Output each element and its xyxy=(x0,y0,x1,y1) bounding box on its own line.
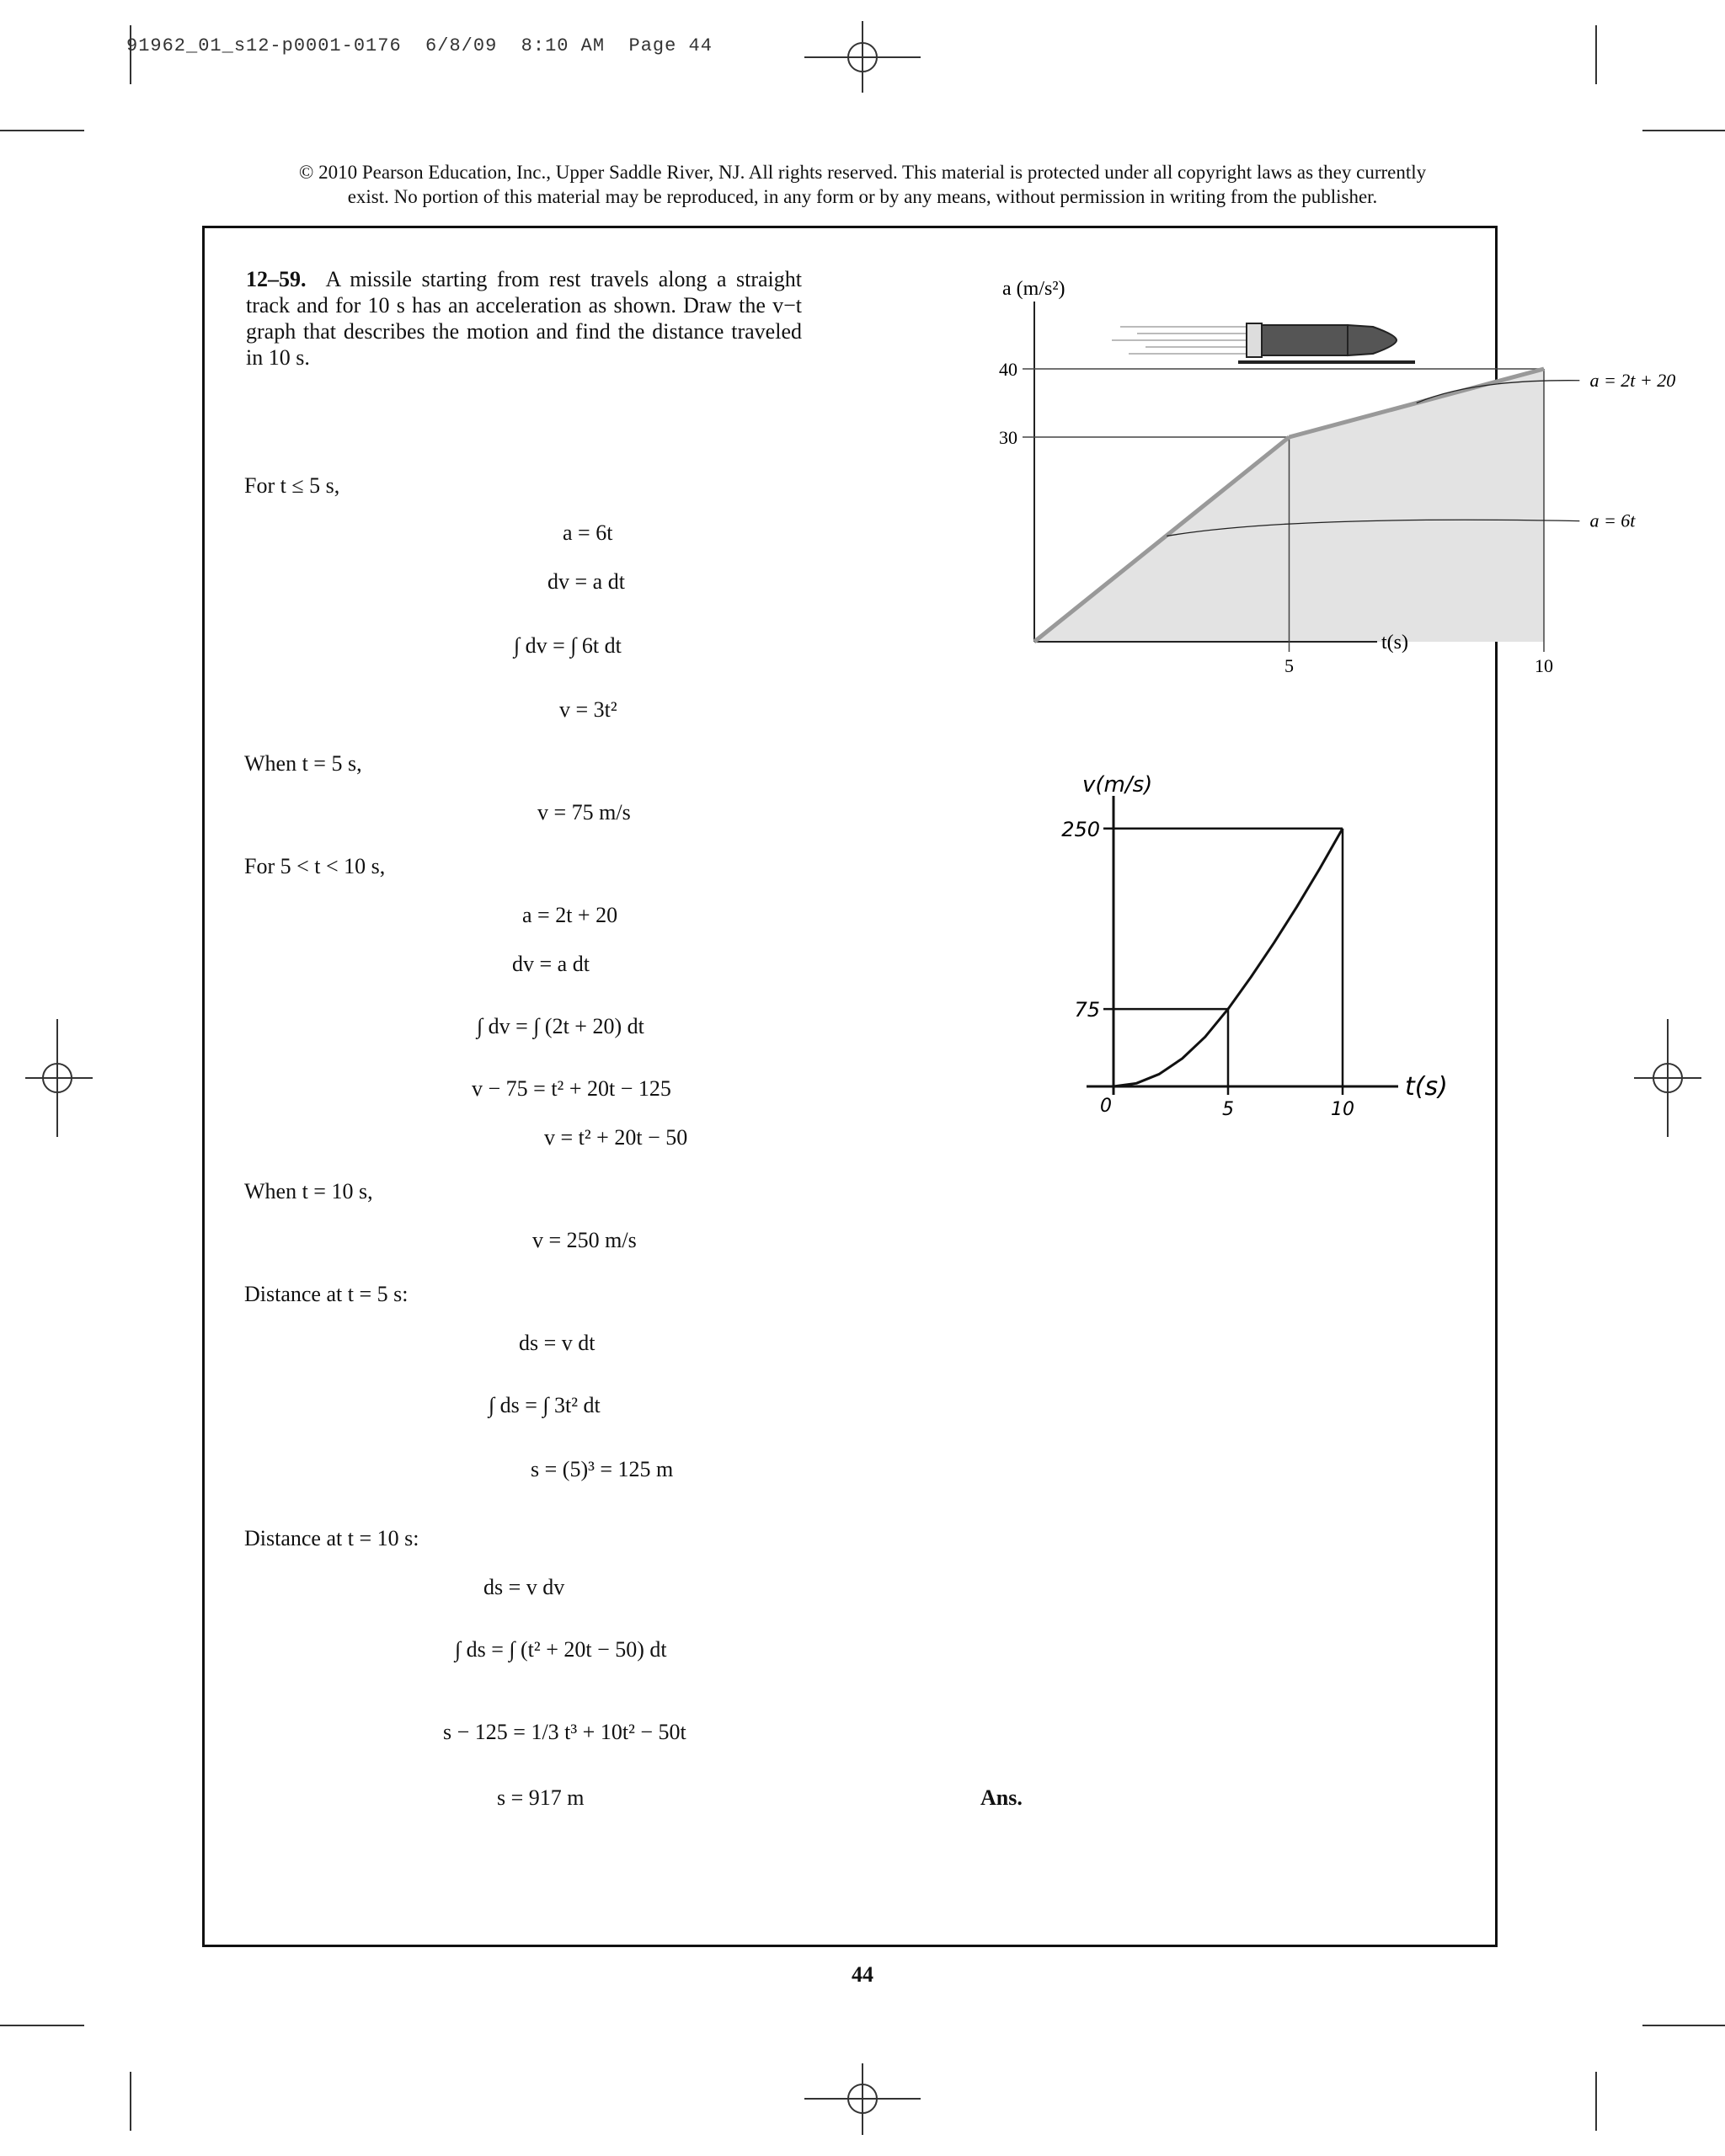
y-axis-label: v(m/s) xyxy=(1082,772,1153,798)
eq-integral-2: ∫ dv = ∫ (2t + 20) dt xyxy=(477,1014,644,1038)
problem-text: A missile starting from rest travels along a straight track and for 10 s has an acceleration as shown. Draw the v−t graph that describes the motion and find the distance traveled in 10 s. xyxy=(246,267,802,370)
x-tick-10: 10 xyxy=(1331,1099,1354,1120)
eq-integral-4: ∫ ds = ∫ (t² + 20t − 50) dt xyxy=(455,1637,667,1662)
distance-t10-label: Distance at t = 10 s: xyxy=(244,1526,419,1550)
eq-v-250: v = 250 m/s xyxy=(532,1228,637,1252)
eq-v-minus-75: v − 75 = t² + 20t − 125 xyxy=(472,1076,671,1101)
x-axis-label: t(s) xyxy=(1405,1072,1448,1102)
y-tick-30: 30 xyxy=(999,427,1017,448)
x-tick-10: 10 xyxy=(1535,655,1553,676)
when-t10-label: When t = 10 s, xyxy=(244,1179,373,1203)
eq-integral-1: ∫ dv = ∫ 6t dt xyxy=(514,633,622,658)
eq-a-2t-20: a = 2t + 20 xyxy=(522,903,618,927)
x-tick-5: 5 xyxy=(1284,655,1294,676)
y-tick-75: 75 xyxy=(1074,998,1100,1022)
eq-integral-3: ∫ ds = ∫ 3t² dt xyxy=(489,1393,601,1417)
eq-v-t2-20t-50: v = t² + 20t − 50 xyxy=(544,1125,688,1150)
copyright-notice xyxy=(0,160,1725,209)
annotation-1: a = 2t + 20 xyxy=(1589,369,1676,391)
eq-a-6t: a = 6t xyxy=(563,520,613,545)
printer-slug: 91962_01_s12-p0001-0176 6/8/09 8:10 AM Page 44 xyxy=(126,35,713,56)
problem-number: 12–59. xyxy=(246,267,307,291)
eq-ds-vdv: ds = v dv xyxy=(483,1575,565,1599)
case2-label: For 5 < t < 10 s, xyxy=(244,854,386,878)
eq-ds-vdt: ds = v dt xyxy=(519,1331,595,1355)
y-tick-40: 40 xyxy=(999,359,1017,380)
annotation-2: a = 6t xyxy=(1589,510,1636,531)
case1-label: For t ≤ 5 s, xyxy=(244,473,340,498)
velocity-time-chart xyxy=(1036,758,1474,1145)
x-tick-5: 5 xyxy=(1222,1099,1234,1120)
page-number: 44 xyxy=(852,1962,873,1987)
missile-illustration xyxy=(1112,323,1415,362)
distance-t5-label: Distance at t = 5 s: xyxy=(244,1282,409,1306)
eq-dv-adt-1: dv = a dt xyxy=(547,569,625,594)
answer-marker: Ans. xyxy=(980,1785,1023,1810)
x-axis-label: t(s) xyxy=(1381,632,1408,654)
eq-v-75: v = 75 m/s xyxy=(537,800,631,825)
copyright-line-1: © 2010 Pearson Education, Inc., Upper Saddle River, NJ. All rights reserved. This material is protected under all copyright laws as they currently xyxy=(298,162,1427,183)
when-t5-label: When t = 5 s, xyxy=(244,751,362,776)
eq-s-125: s = (5)³ = 125 m xyxy=(531,1457,674,1481)
eq-s-minus-125: s − 125 = 1/3 t³ + 10t² − 50t xyxy=(443,1720,686,1744)
eq-v-3t2: v = 3t² xyxy=(559,697,617,722)
y-axis-label: a (m/s²) xyxy=(1002,278,1065,300)
eq-dv-adt-2: dv = a dt xyxy=(512,952,590,976)
copyright-line-2: exist. No portion of this material may be reproduced, in any form or by any means, without permission in writing from the publisher. xyxy=(347,186,1378,207)
acceleration-time-chart xyxy=(994,270,1676,691)
eq-s-917: s = 917 m xyxy=(497,1785,585,1810)
origin-label: 0 xyxy=(1100,1096,1112,1117)
problem-statement xyxy=(246,266,802,371)
y-tick-250: 250 xyxy=(1061,817,1100,841)
